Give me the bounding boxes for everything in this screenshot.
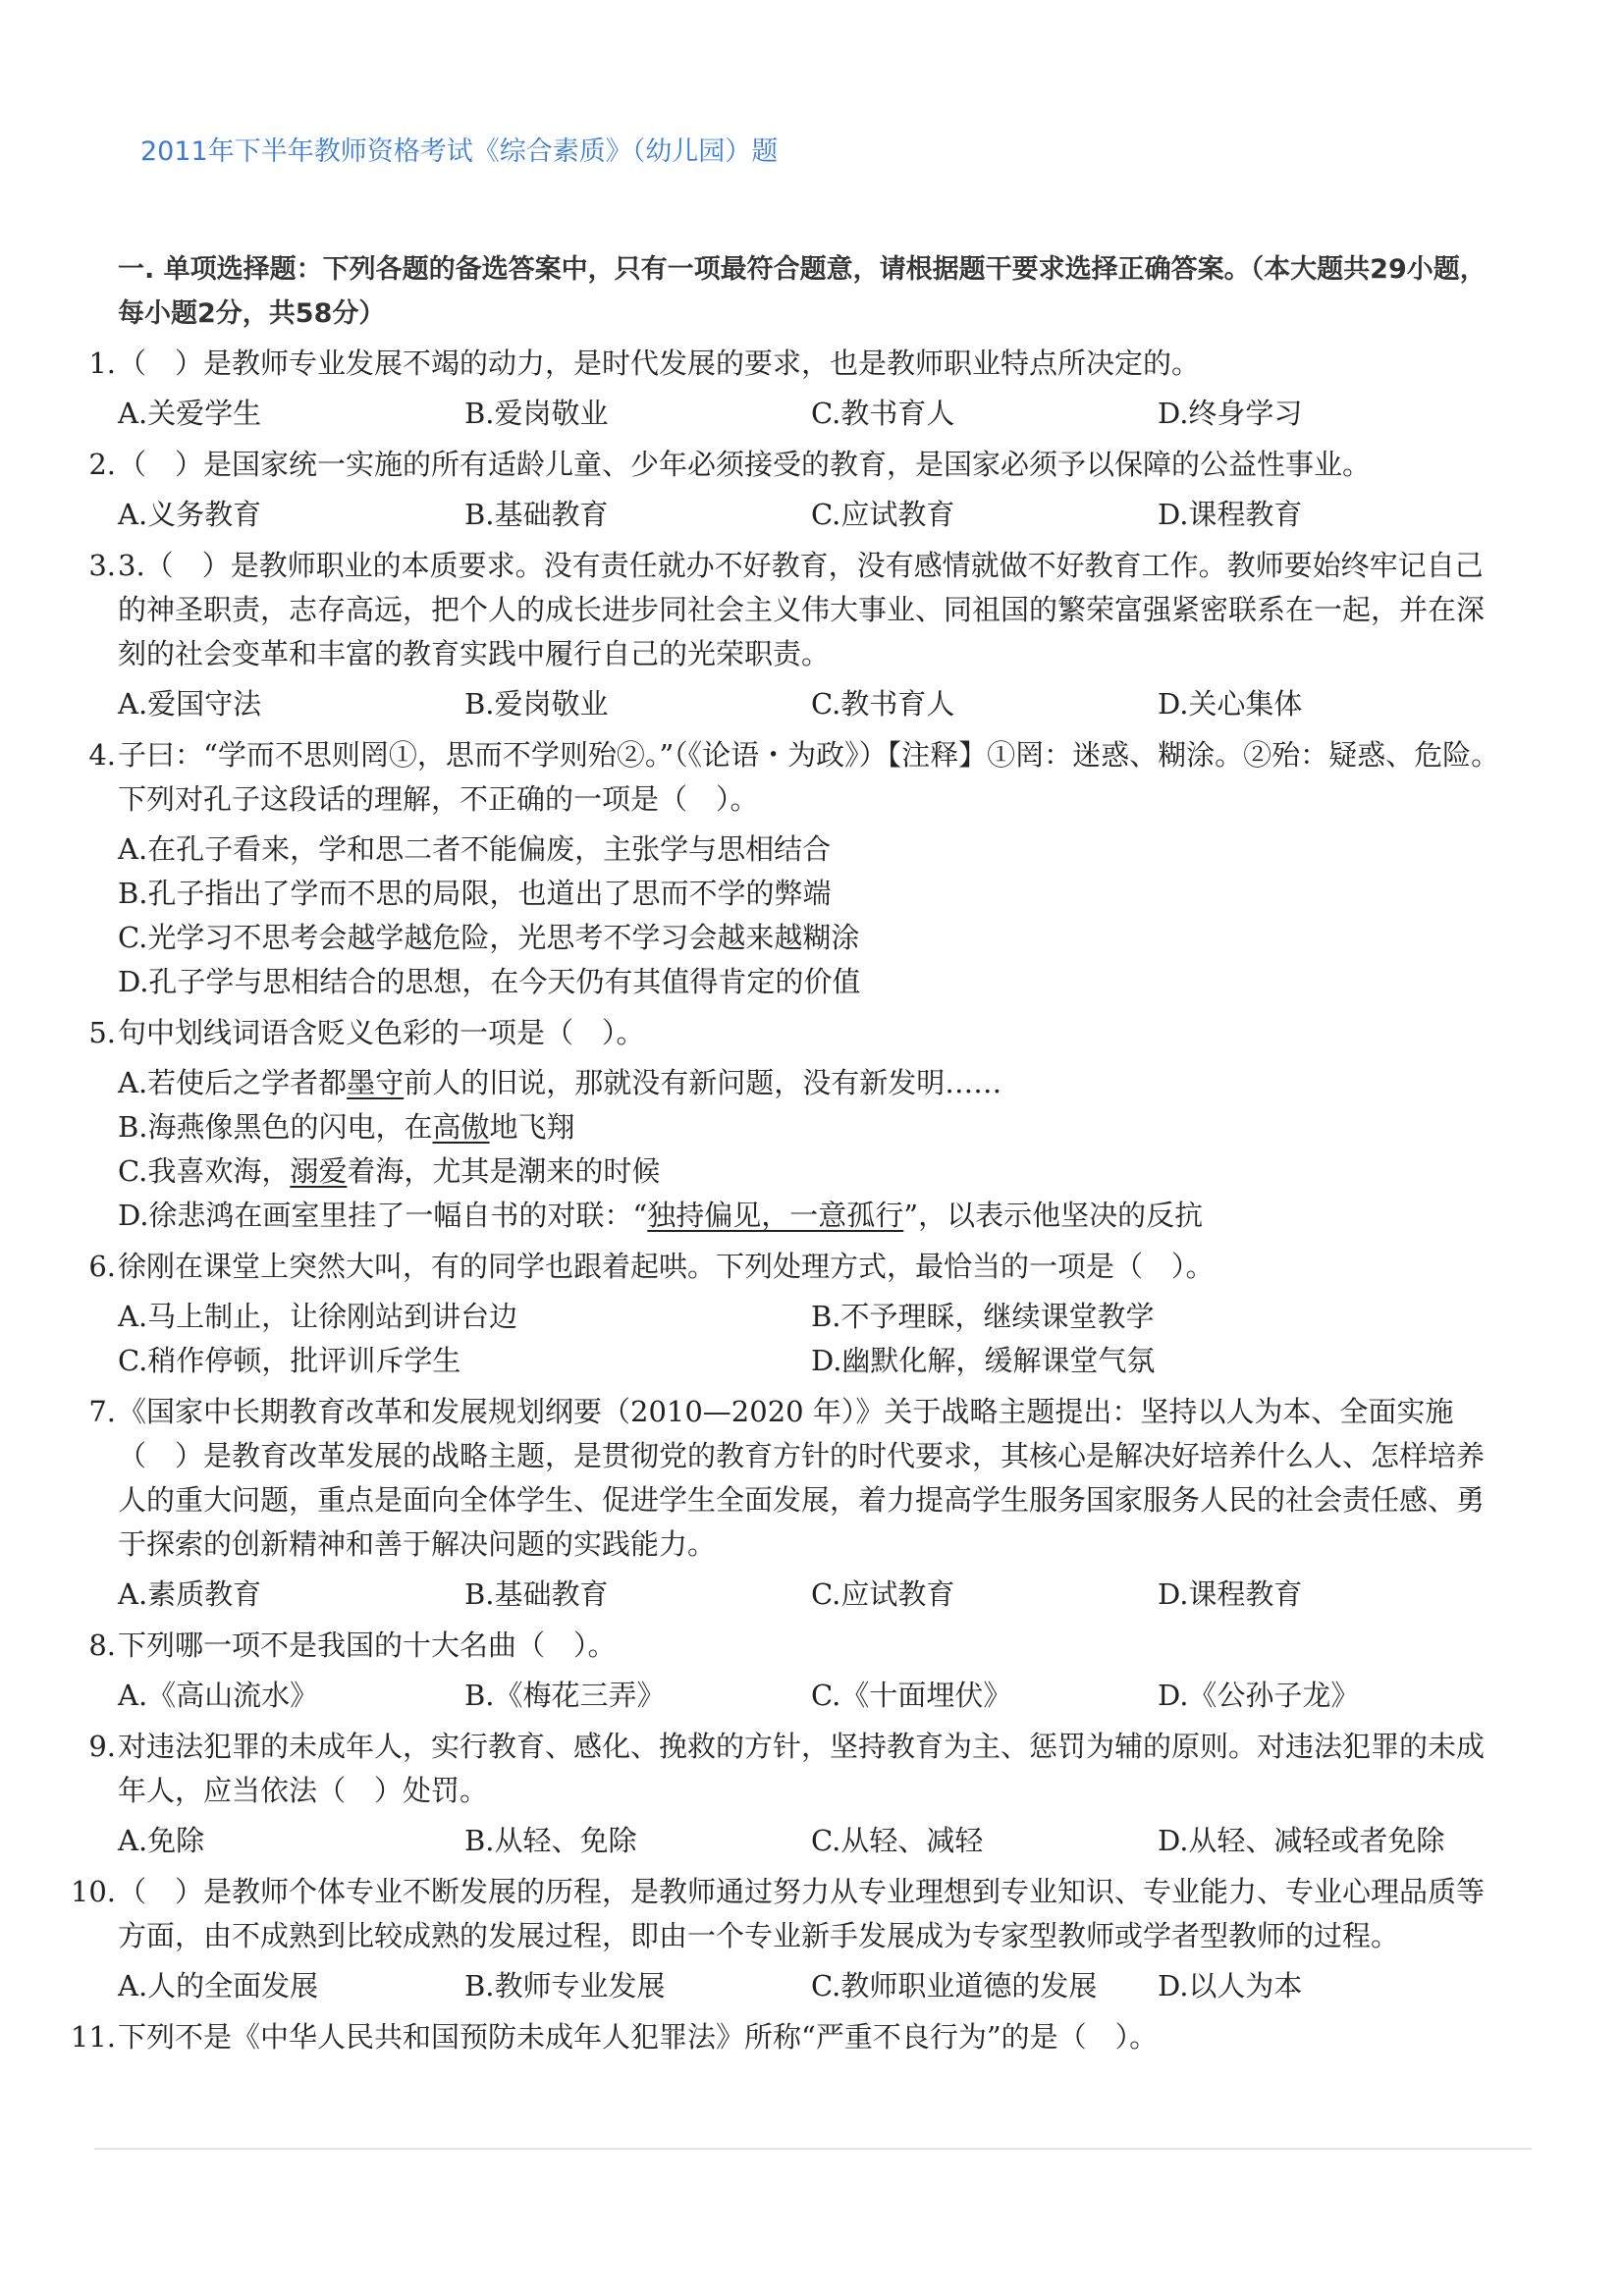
question-item bbox=[0, 544, 1623, 726]
question-number: 2. bbox=[88, 448, 116, 481]
option-list bbox=[118, 682, 1623, 726]
answer-option: B.基础教育 bbox=[464, 498, 609, 531]
question-stem bbox=[88, 1624, 1502, 1668]
question-stem bbox=[88, 1011, 1502, 1055]
option-text: 着海，尤其是潮来的时候 bbox=[347, 1154, 661, 1188]
question-number: 6. bbox=[88, 1250, 116, 1283]
answer-option: B.教师专业发展 bbox=[464, 1969, 666, 2002]
answer-option: B.不予理睬，继续课堂教学 bbox=[811, 1300, 1155, 1333]
answer-option: D.从轻、减轻或者免除 bbox=[1158, 1824, 1445, 1857]
page-bottom-divider bbox=[94, 2148, 1532, 2150]
option-text: ”，以表示他坚决的反抗 bbox=[903, 1199, 1204, 1232]
question-number: 3. bbox=[88, 549, 116, 582]
question-item bbox=[0, 1245, 1623, 1383]
question-number: 5. bbox=[88, 1016, 116, 1049]
answer-option: D.课程教育 bbox=[1158, 498, 1303, 531]
question-stem bbox=[88, 342, 1502, 386]
answer-option bbox=[118, 1061, 1502, 1105]
question-subprompt: 下列对孔子这段话的理解，不正确的一项是（ ）。 bbox=[118, 782, 759, 816]
underlined-term: 独持偏见，一意孤行 bbox=[647, 1199, 904, 1232]
option-list bbox=[118, 1964, 1623, 2008]
question-text: （ ）是教师个体专业不断发展的历程，是教师通过努力从专业理想到专业知识、专业能力、专业心理品质等方面，由不成熟到比较成熟的发展过程，即由一个专业新手发展成为专家型教师或学者型教师的过程。 bbox=[118, 1875, 1486, 1952]
answer-option: A.免除 bbox=[118, 1824, 205, 1857]
answer-option: D.幽默化解，缓解课堂气氛 bbox=[811, 1344, 1156, 1377]
option-list bbox=[118, 392, 1623, 436]
answer-option: D.孔子学与思相结合的思想，在今天仍有其值得肯定的价值 bbox=[118, 965, 861, 998]
question-item bbox=[0, 1011, 1623, 1238]
answer-option bbox=[118, 1105, 1502, 1149]
question-stem bbox=[88, 1390, 1502, 1567]
option-list bbox=[118, 1819, 1623, 1863]
answer-option: A.马上制止，让徐刚站到讲台边 bbox=[118, 1300, 518, 1333]
answer-option: C.稍作停顿，批评训斥学生 bbox=[118, 1344, 461, 1377]
option-text: 地飞翔 bbox=[489, 1110, 575, 1144]
question-stem bbox=[70, 2015, 1502, 2059]
answer-option: C.应试教育 bbox=[811, 498, 955, 531]
question-stem bbox=[88, 1245, 1502, 1289]
question-number: 10. bbox=[70, 1875, 116, 1908]
answer-option: A.《高山流水》 bbox=[118, 1679, 319, 1712]
question-text: 徐刚在课堂上突然大叫，有的同学也跟着起哄。下列处理方式，最恰当的一项是（ ）。 bbox=[118, 1250, 1215, 1283]
answer-option: B.从轻、免除 bbox=[464, 1824, 637, 1857]
answer-option: A.素质教育 bbox=[118, 1577, 262, 1611]
question-text: 3.（ ）是教师职业的本质要求。没有责任就办不好教育，没有感情就做不好教育工作。教师要始终牢记自己的神圣职责，志存高远，把个人的成长进步同社会主义伟大事业、同祖国的繁荣富强紧密联系在一起，并在深刻的社会变革和丰富的教育实践中履行自己的光荣职责。 bbox=[118, 549, 1486, 670]
option-list bbox=[118, 493, 1623, 537]
question-text: 下列哪一项不是我国的十大名曲（ ）。 bbox=[118, 1629, 617, 1662]
answer-option: B.孔子指出了学而不思的局限，也道出了思而不学的弊端 bbox=[118, 877, 832, 910]
answer-option: C.教书育人 bbox=[811, 687, 955, 721]
answer-option bbox=[118, 1194, 1502, 1238]
question-item bbox=[0, 342, 1623, 436]
question-text: 《国家中长期教育改革和发展规划纲要（2010—2020 年）》关于战略主题提出：坚持以人为本、全面实施（ ）是教育改革发展的战略主题，是贯彻党的教育方针的时代要求，其核心是解决好培养什么人、怎样培养人的重大问题，重点是面向全体学生、促进学生全面发展，着力提高学生服务国家服务人民的社会责任感、勇于探索的创新精神和善于解决问题的实践能力。 bbox=[118, 1395, 1486, 1561]
question-item bbox=[0, 443, 1623, 537]
answer-option: A.人的全面发展 bbox=[118, 1969, 319, 2002]
answer-option: D.《公孙子龙》 bbox=[1158, 1679, 1360, 1712]
question-number: 9. bbox=[88, 1730, 116, 1763]
answer-option: D.课程教育 bbox=[1158, 1577, 1303, 1611]
question-stem bbox=[88, 443, 1502, 487]
question-text: （ ）是国家统一实施的所有适龄儿童、少年必须接受的教育，是国家必须予以保障的公益性事业。 bbox=[118, 448, 1372, 481]
option-list bbox=[118, 1061, 1623, 1238]
question-number: 7. bbox=[88, 1395, 116, 1428]
answer-option: C.教书育人 bbox=[811, 397, 955, 430]
question-text: 子曰：“学而不思则罔①，思而不学则殆②。”（《论语・为政》）【注释】①罔：迷惑、糊涂。②殆：疑惑、危险。 bbox=[118, 738, 1500, 772]
question-number: 11. bbox=[70, 2020, 116, 2054]
question-item bbox=[0, 2015, 1623, 2059]
question-number: 1. bbox=[88, 347, 116, 380]
answer-option: C.光学习不思考会越学越危险，光思考不学习会越来越糊涂 bbox=[118, 921, 860, 954]
answer-option: A.在孔子看来，学和思二者不能偏废，主张学与思相结合 bbox=[118, 832, 832, 866]
answer-option: D.以人为本 bbox=[1158, 1969, 1303, 2002]
section-heading: 一. 单项选择题：下列各题的备选答案中，只有一项最符合题意，请根据题干要求选择正确答案。（本大题共29小题，每小题2分，共58分） bbox=[118, 254, 1487, 329]
option-text: 前人的旧说，那就没有新问题，没有新发明…… bbox=[404, 1066, 1002, 1099]
answer-option: B.爱岗敬业 bbox=[464, 687, 609, 721]
option-list bbox=[118, 1674, 1623, 1718]
question-item bbox=[0, 1390, 1623, 1617]
question-list bbox=[0, 342, 1623, 2066]
question-item bbox=[0, 1870, 1623, 2008]
question-stem bbox=[88, 733, 1502, 777]
underlined-term: 墨守 bbox=[347, 1066, 405, 1099]
option-list bbox=[118, 828, 1623, 1004]
underlined-term: 溺爱 bbox=[290, 1154, 348, 1188]
page-title: 2011年下半年教师资格考试《综合素质》（幼儿园）题 bbox=[140, 136, 779, 167]
question-item bbox=[0, 1624, 1623, 1718]
answer-option: A.关爱学生 bbox=[118, 397, 262, 430]
question-text: 句中划线词语含贬义色彩的一项是（ ）。 bbox=[118, 1016, 645, 1049]
option-text: C.我喜欢海， bbox=[118, 1154, 291, 1188]
answer-option: A.义务教育 bbox=[118, 498, 262, 531]
answer-option: B.基础教育 bbox=[464, 1577, 609, 1611]
underlined-term: 高傲 bbox=[432, 1110, 490, 1144]
question-item bbox=[0, 1725, 1623, 1863]
option-text: A.若使后之学者都 bbox=[118, 1066, 348, 1099]
answer-option: B.《梅花三弄》 bbox=[464, 1679, 666, 1712]
answer-option: D.终身学习 bbox=[1158, 397, 1303, 430]
question-text: 下列不是《中华人民共和国预防未成年人犯罪法》所称“严重不良行为”的是（ ）。 bbox=[118, 2020, 1159, 2054]
question-text: （ ）是教师专业发展不竭的动力，是时代发展的要求，也是教师职业特点所决定的。 bbox=[118, 347, 1201, 380]
answer-option: A.爱国守法 bbox=[118, 687, 262, 721]
question-stem bbox=[88, 1725, 1502, 1813]
answer-option: B.爱岗敬业 bbox=[464, 397, 609, 430]
question-stem bbox=[88, 544, 1502, 676]
option-list bbox=[118, 1573, 1623, 1617]
question-text: 对违法犯罪的未成年人，实行教育、感化、挽救的方针，坚持教育为主、惩罚为辅的原则。对违法犯罪的未成年人，应当依法（ ）处罚。 bbox=[118, 1730, 1486, 1807]
question-item bbox=[0, 733, 1623, 1004]
question-stem bbox=[70, 1870, 1502, 1958]
answer-option: C.《十面埋伏》 bbox=[811, 1679, 1012, 1712]
question-number: 4. bbox=[88, 738, 116, 772]
answer-option: C.应试教育 bbox=[811, 1577, 955, 1611]
answer-option: C.从轻、减轻 bbox=[811, 1824, 984, 1857]
option-text: B.海燕像黑色的闪电，在 bbox=[118, 1110, 433, 1144]
option-list bbox=[118, 1295, 1623, 1383]
answer-option bbox=[118, 1149, 1502, 1194]
answer-option: D.关心集体 bbox=[1158, 687, 1303, 721]
answer-option: C.教师职业道德的发展 bbox=[811, 1969, 1098, 2002]
option-text: D.徐悲鸿在画室里挂了一幅自书的对联：“ bbox=[118, 1199, 648, 1232]
question-number: 8. bbox=[88, 1629, 116, 1662]
